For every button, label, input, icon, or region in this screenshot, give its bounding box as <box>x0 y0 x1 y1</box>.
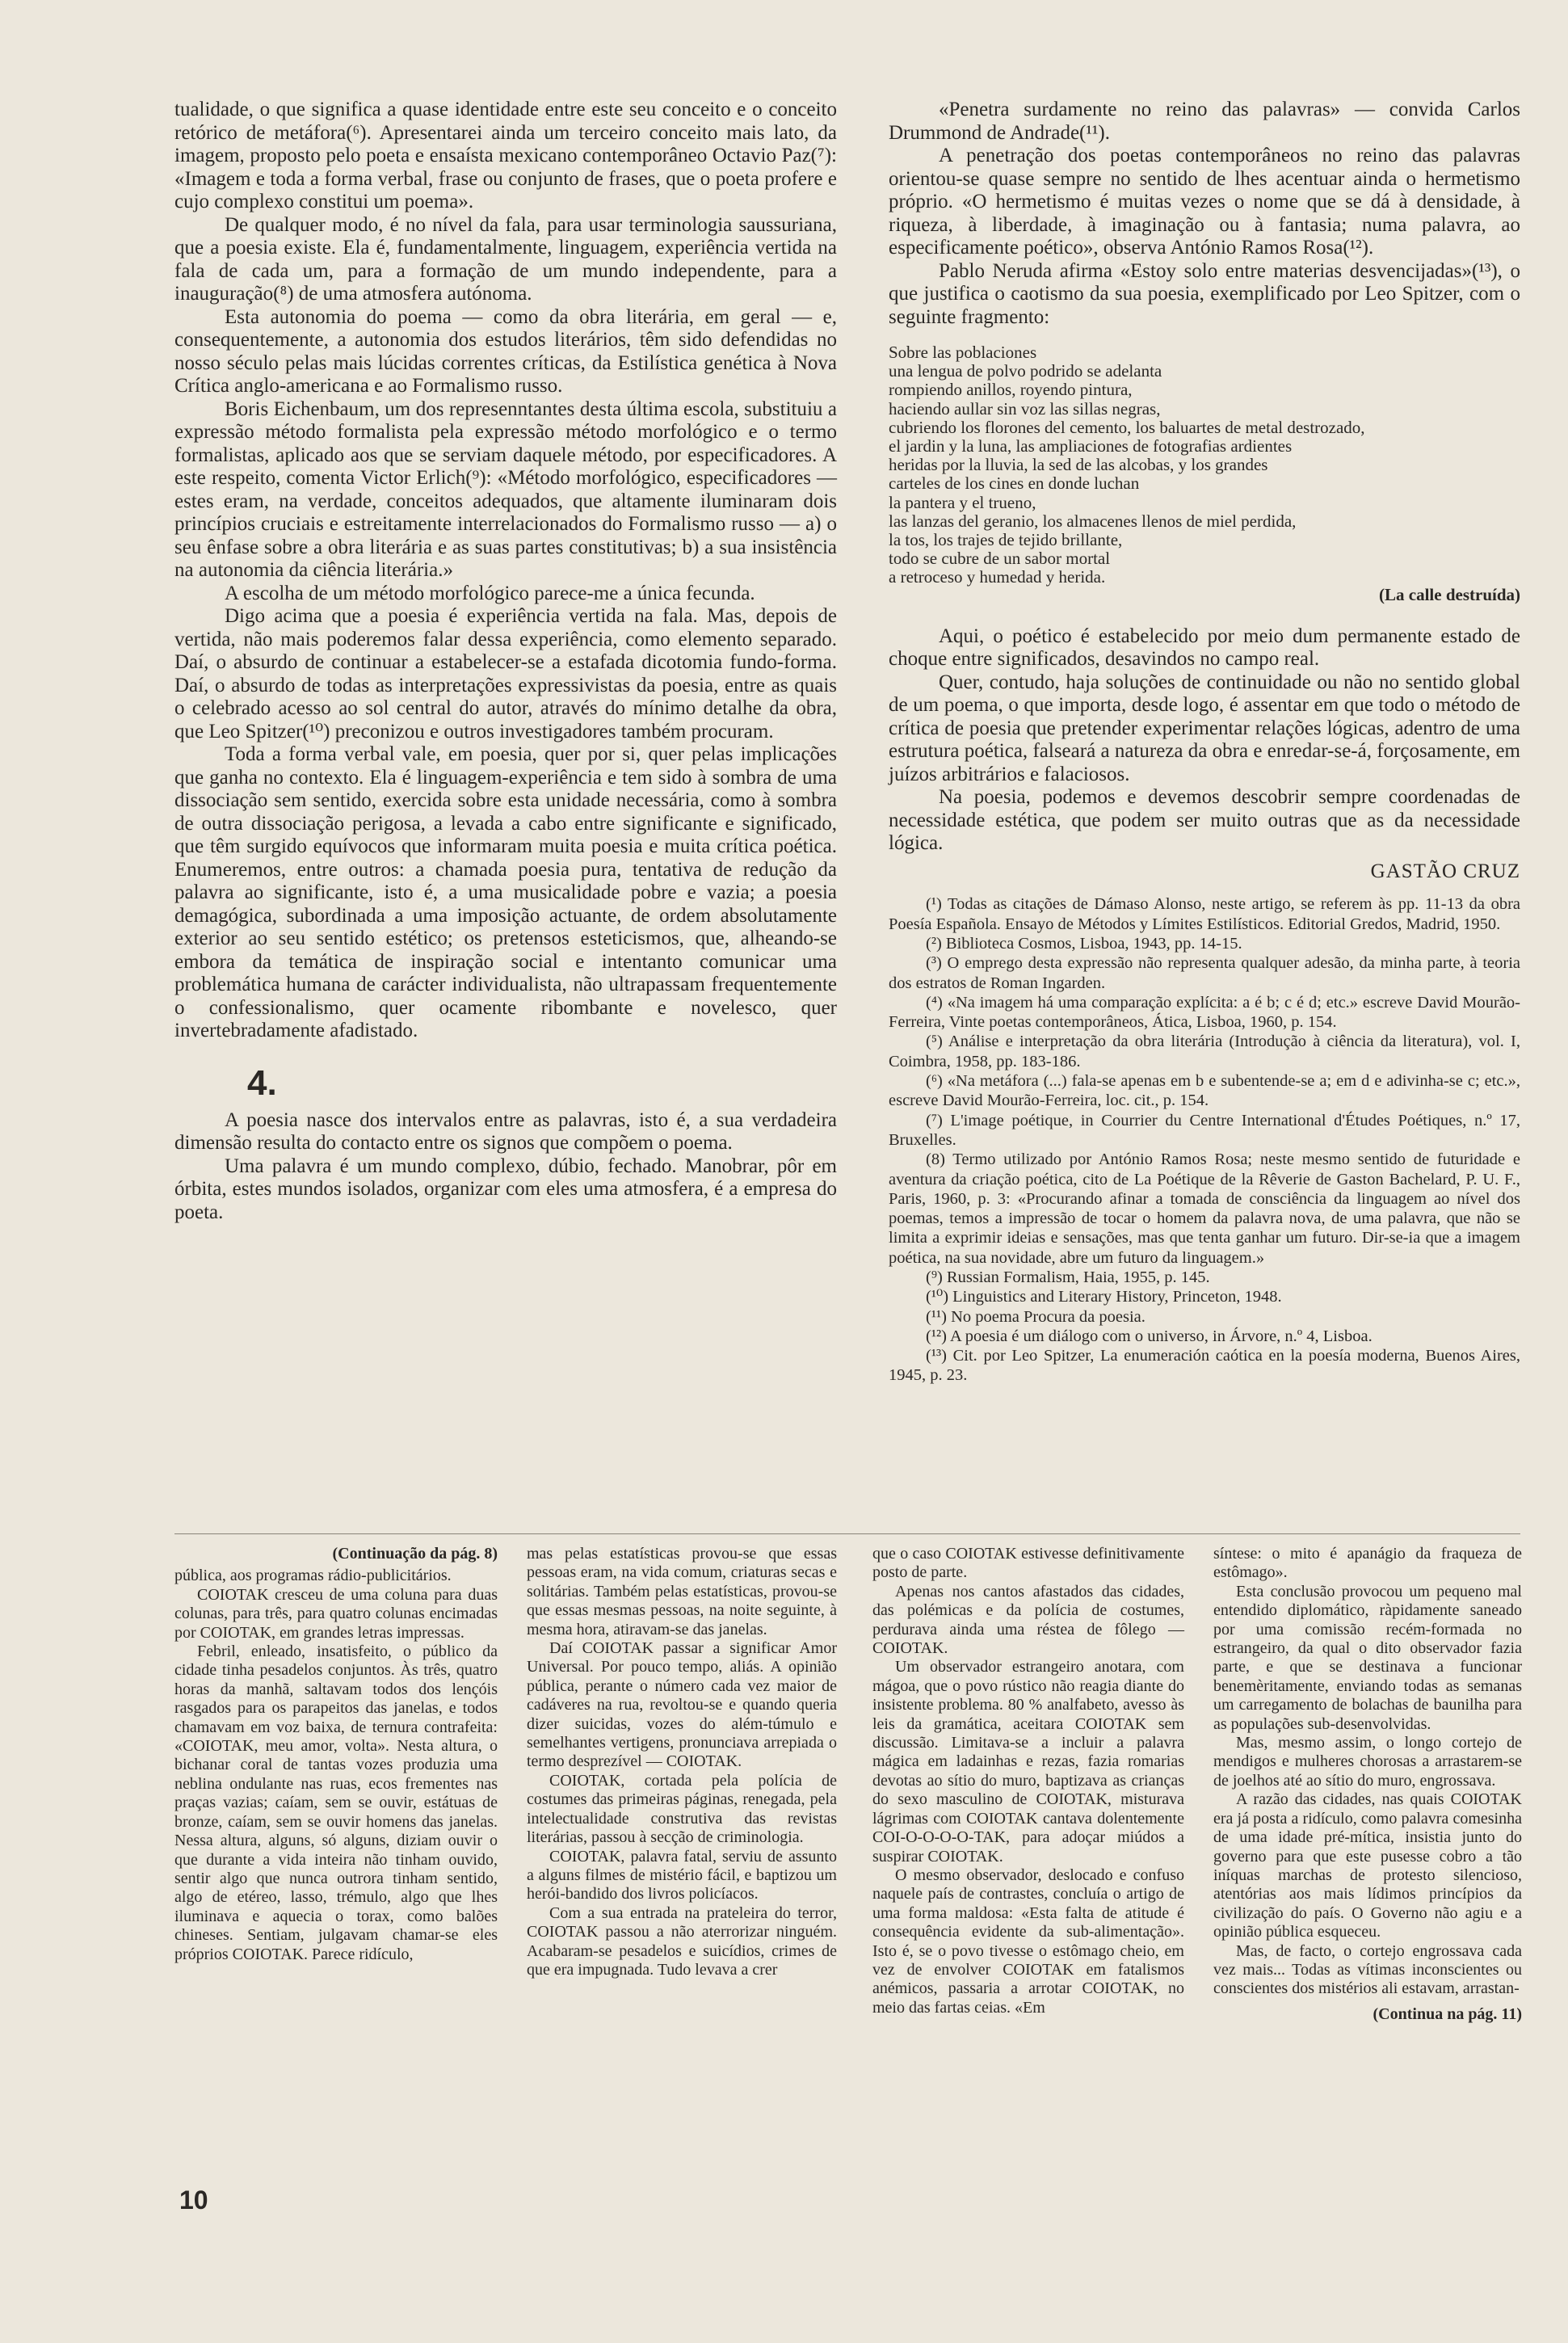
paragraph: COIOTAK, cortada pela polícia de costumes das primeiras páginas, renegada, pela intelectualidade construtiva das revistas literárias, passou à secção de criminologia. <box>527 1771 837 1847</box>
paragraph: Uma palavra é um mundo complexo, dúbio, fechado. Manobrar, pôr em órbita, estes mundos isolados, organizar com eles uma atmosfera, é a empresa do poeta. <box>174 1155 837 1223</box>
continuation-column-3 <box>872 1545 1184 2017</box>
paragraph: «Penetra surdamente no reino das palavras» — convida Carlos Drummond de Andrade(¹¹). <box>889 99 1520 144</box>
footnote: (¹²) A poesia é um diálogo com o universo, in Árvore, n.º 4, Lisboa. <box>926 1327 1373 1345</box>
poem-line: una lengua de polvo podrido se adelanta <box>889 361 1162 381</box>
paragraph: A penetração dos poetas contemporâneos no reino das palavras orientou-se quase sempre no sentido de lhes acentuar ainda o hermetismo próprio. «O hermetismo é muitas vezes o nome que se dá à densidade, à riqueza, à liberdade, à imaginação ou à fantasia; numa palavra, ao especificamente poético», observa António Ramos Rosa(¹²). <box>889 145 1520 259</box>
poem-line: la tos, los trajes de tejido brillante, <box>889 530 1123 550</box>
footnotes <box>889 894 1520 1385</box>
poem-excerpt <box>889 343 1520 604</box>
continuation-column-1 <box>174 1545 498 1964</box>
section-number: 4. <box>247 1062 277 1103</box>
poem-source: (La calle destruída) <box>1379 584 1520 604</box>
footnote: (²) Biblioteca Cosmos, Lisboa, 1943, pp. 14-15. <box>926 934 1242 953</box>
poem-line: carteles de los cines en donde luchan <box>889 473 1140 494</box>
paragraph: O mesmo observador, deslocado e confuso naquele país de contrastes, concluía o artigo de uma forma maldosa: «Esta falta de atitude é consequência evidente da sub-alimentação». Isto é, se o povo tivesse o estômago cheio, em vez de envolver COIOTAK em fatalismos anémicos, passaria a arrotar COIOTAK, no meio das fartas ceias. «Em <box>872 1866 1184 2017</box>
footnote: (⁵) Análise e interpretação da obra literária (Introdução à ciência da literatura), vol. I, Coimbra, 1958, pp. 183-186. <box>889 1033 1520 1071</box>
section-divider <box>174 1533 1520 1534</box>
paragraph: A razão das cidades, nas quais COIOTAK era já posta a ridículo, como palavra comesinha de uma idade pré-mítica, insistia junto do governo para que este pusesse cobro a tão iníquas marchas de protesto silencioso, atentórias aos mais lídimos princípios da civilização do país. O Governo não agiu e a opinião pública esqueceu. <box>1213 1790 1522 1941</box>
page-number: 10 <box>179 2185 208 2215</box>
paragraph: pública, aos programas rádio-publicitários. <box>174 1567 452 1585</box>
poem-line: el jardin y la luna, las ampliaciones de fotografias ardientes <box>889 436 1293 456</box>
paragraph: De qualquer modo, é no nível da fala, para usar terminologia saussuriana, que a poesia existe. Ela é, fundamentalmente, linguagem, experiência vertida na fala de cada um, para a formação de um mundo independente, para a inauguração(⁸) de uma atmosfera autónoma. <box>174 213 837 305</box>
footnote: (⁴) «Na imagem há uma comparação explícita: a é b; c é d; etc.» escreve David Mourão-Ferreira, Vinte poetas contemporâneos, Ática, Lisboa, 1960, p. 154. <box>889 993 1520 1032</box>
paragraph: Boris Eichenbaum, um dos represenntantes desta última escola, substituiu a expressão método formalista pela expressão método morfológico e o termo formalistas, aplicado aos que se serviam daquele método, por especificadores. A este respeito, comenta Victor Erlich(⁹): «Método morfológico, especificadores — estes eram, na verdade, conceitos adequados, que altamente iluminaram dois princípios cruciais e estreitamente interrelacionados do Formalismo russo — a) o seu ênfase sobre a obra literária e as suas partes constitutivas; b) a sua insistência na autonomia da ciência literária.» <box>174 398 837 581</box>
author-signature: GASTÃO CRUZ <box>1370 860 1520 882</box>
footnote: (⁷) L'image poétique, in Courrier du Centre International d'Études Poétiques, n.º 17, Bruxelles. <box>889 1111 1520 1149</box>
continuation-column-2 <box>527 1545 837 1979</box>
paragraph: Com a sua entrada na prateleira do terror, COIOTAK passou a não aterrorizar ninguém. Acabaram-se pesadelos e suicídios, crimes de que era impugnada. Tudo levava a crer <box>527 1903 837 1979</box>
paragraph: Na poesia, podemos e devemos descobrir sempre coordenadas de necessidade estética, que podem ser muito outras que as da necessidade lógica. <box>889 786 1520 855</box>
article-right-column <box>889 99 1520 1386</box>
footnote: (¹¹) No poema Procura da poesia. <box>926 1307 1146 1326</box>
paragraph: Esta autonomia do poema — como da obra literária, em geral — e, consequentemente, a autonomia dos estudos literários, têm sido defendidas no nosso século pelas mais lúcidas correntes críticas, da Estilística genética à Nova Crítica anglo-americana e ao Formalismo russo. <box>174 305 837 397</box>
footnote: (¹) Todas as citações de Dámaso Alonso, neste artigo, se referem às pp. 11-13 da obra Poesía Española. Ensayo de Métodos y Límites Estilísticos. Editorial Gredos, Madrid, 1950. <box>889 895 1520 933</box>
paragraph: COIOTAK cresceu de uma coluna para duas colunas, para três, para quatro colunas encimadas por COIOTAK, em grandes letras impressas. <box>174 1585 498 1642</box>
paragraph: Quer, contudo, haja soluções de continuidade ou não no sentido global de um poema, o que importa, desde logo, é assentar em que todo o método de crítica de poesia que pretender experimentar relações lógicas, adentro de uma estrutura poética, falseará a natureza da obra e enredar-se-á, forçosamente, em juízos arbitrários e falaciosos. <box>889 671 1520 785</box>
poem-line: todo se cubre de un sabor mortal <box>889 549 1111 569</box>
footnote: (¹³) Cit. por Leo Spitzer, La enumeración caótica en la poesía moderna, Buenos Aires, 1945, p. 23. <box>889 1347 1520 1385</box>
paragraph: Apenas nos cantos afastados das cidades, das polémicas e da polícia de costumes, perdurava ainda uma réstea de fôlego — COIOTAK. <box>872 1582 1184 1658</box>
article-left-column <box>174 99 837 1224</box>
paragraph: Febril, enleado, insatisfeito, o público da cidade tinha pesadelos conjuntos. Às três, quatro horas da manhã, saltavam todos dos lençóis rasgados para os parapeitos das janelas, e todos chamavam em voz baixa, de ternura contrafeita: «COIOTAK, meu amor, volta». Nesta altura, o bichanar coral de tantas vozes produzia uma neblina ondulante nas ruas, ecos frementes nas praças vazias; caíam, sem se ouvir, estátuas de bronze, caíam, sem se ouvir homens das janelas. Nessa altura, alguns, só alguns, diziam ouvir o que durante a vida inteira não tinham ouvido, sentir algo que nunca outrora tinham sentido, algo de etéreo, lasso, trémulo, algo que lhes iluminava e aquecia o torax, como balões chineses. Sentiam, julgavam chamar-se eles próprios COIOTAK. Parece ridículo, <box>174 1643 498 1963</box>
paragraph: Pablo Neruda afirma «Estoy solo entre materias desvencijadas»(¹³), o que justifica o caotismo da sua poesia, exemplificado por Leo Spitzer, com o seguinte fragmento: <box>889 259 1520 328</box>
paragraph: Um observador estrangeiro anotara, com mágoa, que o povo rústico não reagia diante do insistente problema. 80 % analfabeto, avesso às leis da gramática, aceitara COIOTAK sem discussão. Limitava-se a incluir a palavra mágica em ladainhas e rezas, fazia romarias devotas ao sítio do muro, baptizava as crianças do sexo masculino de COIOTAK, misturava lágrimas com COIOTAK cantava dolentemente COI-O-O-O-O-TAK, para adoçar miúdos a suspirar COIOTAK. <box>872 1658 1184 1866</box>
paragraph: COIOTAK, palavra fatal, serviu de assunto a alguns filmes de mistério fácil, e baptizou um herói-bandido dos livros policíacos. <box>527 1847 837 1903</box>
continuation-column-4 <box>1213 1545 1522 2024</box>
poem-line: las lanzas del geranio, los almacenes llenos de miel perdida, <box>889 511 1297 531</box>
paragraph: que o caso COIOTAK estivesse definitivamente posto de parte. <box>872 1545 1184 1582</box>
footnote: (⁶) «Na metáfora (...) fala-se apenas em b e subentende-se a; em d e adivinha-se c; etc.», escreve David Mourão-Ferreira, loc. cit., p. 154. <box>889 1072 1520 1110</box>
footnote: (¹⁰) Linguistics and Literary History, Princeton, 1948. <box>926 1288 1282 1306</box>
footnote: (³) O emprego desta expressão não representa qualquer adesão, da minha parte, à teoria dos estratos de Roman Ingarden. <box>889 954 1520 992</box>
paragraph: mas pelas estatísticas provou-se que essas pessoas eram, na vida comum, criaturas secas e solitárias. Também pelas estatísticas, provou-se que essas mesmas pessoas, na noite seguinte, à mesma hora, atiravam-se das janelas. <box>527 1545 837 1638</box>
paragraph: Esta conclusão provocou um pequeno mal entendido diplomático, ràpidamente saneado por uma comissão recém-formada no estrangeiro, da qual o dito observador fazia parte, e que se destinava a funcionar benemèritamente, enviando todas as semanas um carregamento de bolachas de baunilha para as populações sub-desenvolvidas. <box>1213 1582 1522 1733</box>
paragraph: tualidade, o que significa a quase identidade entre este seu conceito e o conceito retórico de metáfora(⁶). Apresentarei ainda um terceiro conceito mais lato, da imagem, proposto pelo poeta e ensaísta mexicano contemporâneo Octavio Paz(⁷): «Imagem e toda a forma verbal, frase ou conjunto de frases, que o poeta profere e cujo complexo constitui um poema». <box>174 99 837 212</box>
poem-line: cubriendo los florones del cemento, los baluartes de metal destrozado, <box>889 417 1365 437</box>
poem-line: la pantera y el trueno, <box>889 492 1036 512</box>
continuation-header: (Continuação da pág. 8) <box>332 1545 498 1563</box>
paragraph: Mas, mesmo assim, o longo cortejo de mendigos e mulheres chorosas a arrastarem-se de joelhos até ao sítio do muro, engrossava. <box>1213 1734 1522 1790</box>
continuation-footer: (Continua na pág. 11) <box>1373 2004 1522 2023</box>
paragraph: A poesia nasce dos intervalos entre as palavras, isto é, a sua verdadeira dimensão resulta do contacto entre os signos que compõem o poema. <box>174 1108 837 1154</box>
poem-line: heridas por la lluvia, la sed de las alcobas, y los grandes <box>889 455 1268 475</box>
paragraph: A escolha de um método morfológico parece-me a única fecunda. <box>225 582 755 604</box>
paragraph: Daí COIOTAK passar a significar Amor Universal. Por pouco tempo, aliás. A opinião pública, perante o número cada vez maior de cadáveres na rua, revoltou-se e quando queria dizer suicidas, vozes do além-túmulo e semelhantes vertigens, pronunciava arrepiada o termo desprezível — COIOTAK. <box>527 1639 837 1771</box>
poem-line: a retroceso y humedad y herida. <box>889 567 1106 587</box>
footnote: (⁹) Russian Formalism, Haia, 1955, p. 145. <box>926 1268 1210 1286</box>
poem-line: haciendo aullar sin voz las sillas negras, <box>889 398 1161 419</box>
poem-line: rompiendo anillos, royendo pintura, <box>889 380 1133 400</box>
paragraph: Aqui, o poético é estabelecido por meio dum permanente estado de choque entre significados, desavindos no campo real. <box>889 625 1520 671</box>
paragraph: Mas, de facto, o cortejo engrossava cada vez mais... Todas as vítimas inconscientes ou conscientes dos mistérios ali estavam, arrastan- <box>1213 1941 1522 1998</box>
footnote: (8) Termo utilizado por António Ramos Rosa; neste mesmo sentido de futuridade e aventura da criação poética, cito de La Poétique de la Rêverie de Gaston Bachelard, P. U. F., Paris, 1960, p. 3: «Procurando afinar a tomada de consciência da linguagem ao nível dos poemas, temos a impressão de tocar o homem da palavra nova, de uma palavra, que não se limita a exprimir ideias e sensações, mas que tenta ganhar um futuro. Dir-se-ia que a imagem poética, na sua novidade, abre um futuro da linguagem.» <box>889 1150 1520 1267</box>
poem-line: Sobre las poblaciones <box>889 343 1037 362</box>
paragraph: Digo acima que a poesia é experiência vertida na fala. Mas, depois de vertida, não mais poderemos falar dessa experiência, como elemento separado. Daí, o absurdo de continuar a estabelecer-se a estafada dicotomia fundo-forma. Daí, o absurdo de todas as interpretações expressivistas da poesia, entre as quais o celebrado acesso ao sol central do autor, através do mínimo detalhe da obra, que Leo Spitzer(¹⁰) preconizou e outros investigadores também procuram. <box>174 605 837 742</box>
paragraph: síntese: o mito é apanágio da fraqueza de estômago». <box>1213 1545 1522 1582</box>
paragraph: Toda a forma verbal vale, em poesia, quer por si, quer pelas implicações que ganha no contexto. Ela é linguagem-experiência e tem sido à sombra de uma dissociação sem sentido, exercida sobre esta unidade necessária, como à sombra de outra dissociação perigosa, a levada a cabo entre significante e significado, que têm surgido equívocos que informaram muita poesia e muita crítica poética. Enumeremos, entre outros: a chamada poesia pura, tentativa de redução da palavra ao significante, isto é, a uma musicalidade pobre e vazia; a poesia demagógica, subordinada a uma imposição actuante, de ordem absolutamente exterior ao seu sentido estético; os pretensos esteticismos, que, alheando-se embora da temática de inspiração social e intentanto comunicar uma problemática humana de carácter individualista, não ultrapassam frequentemente o confessionalismo, quer ocamente ribombante e novelesco, quer invertebradamente afadistado. <box>174 743 837 1041</box>
